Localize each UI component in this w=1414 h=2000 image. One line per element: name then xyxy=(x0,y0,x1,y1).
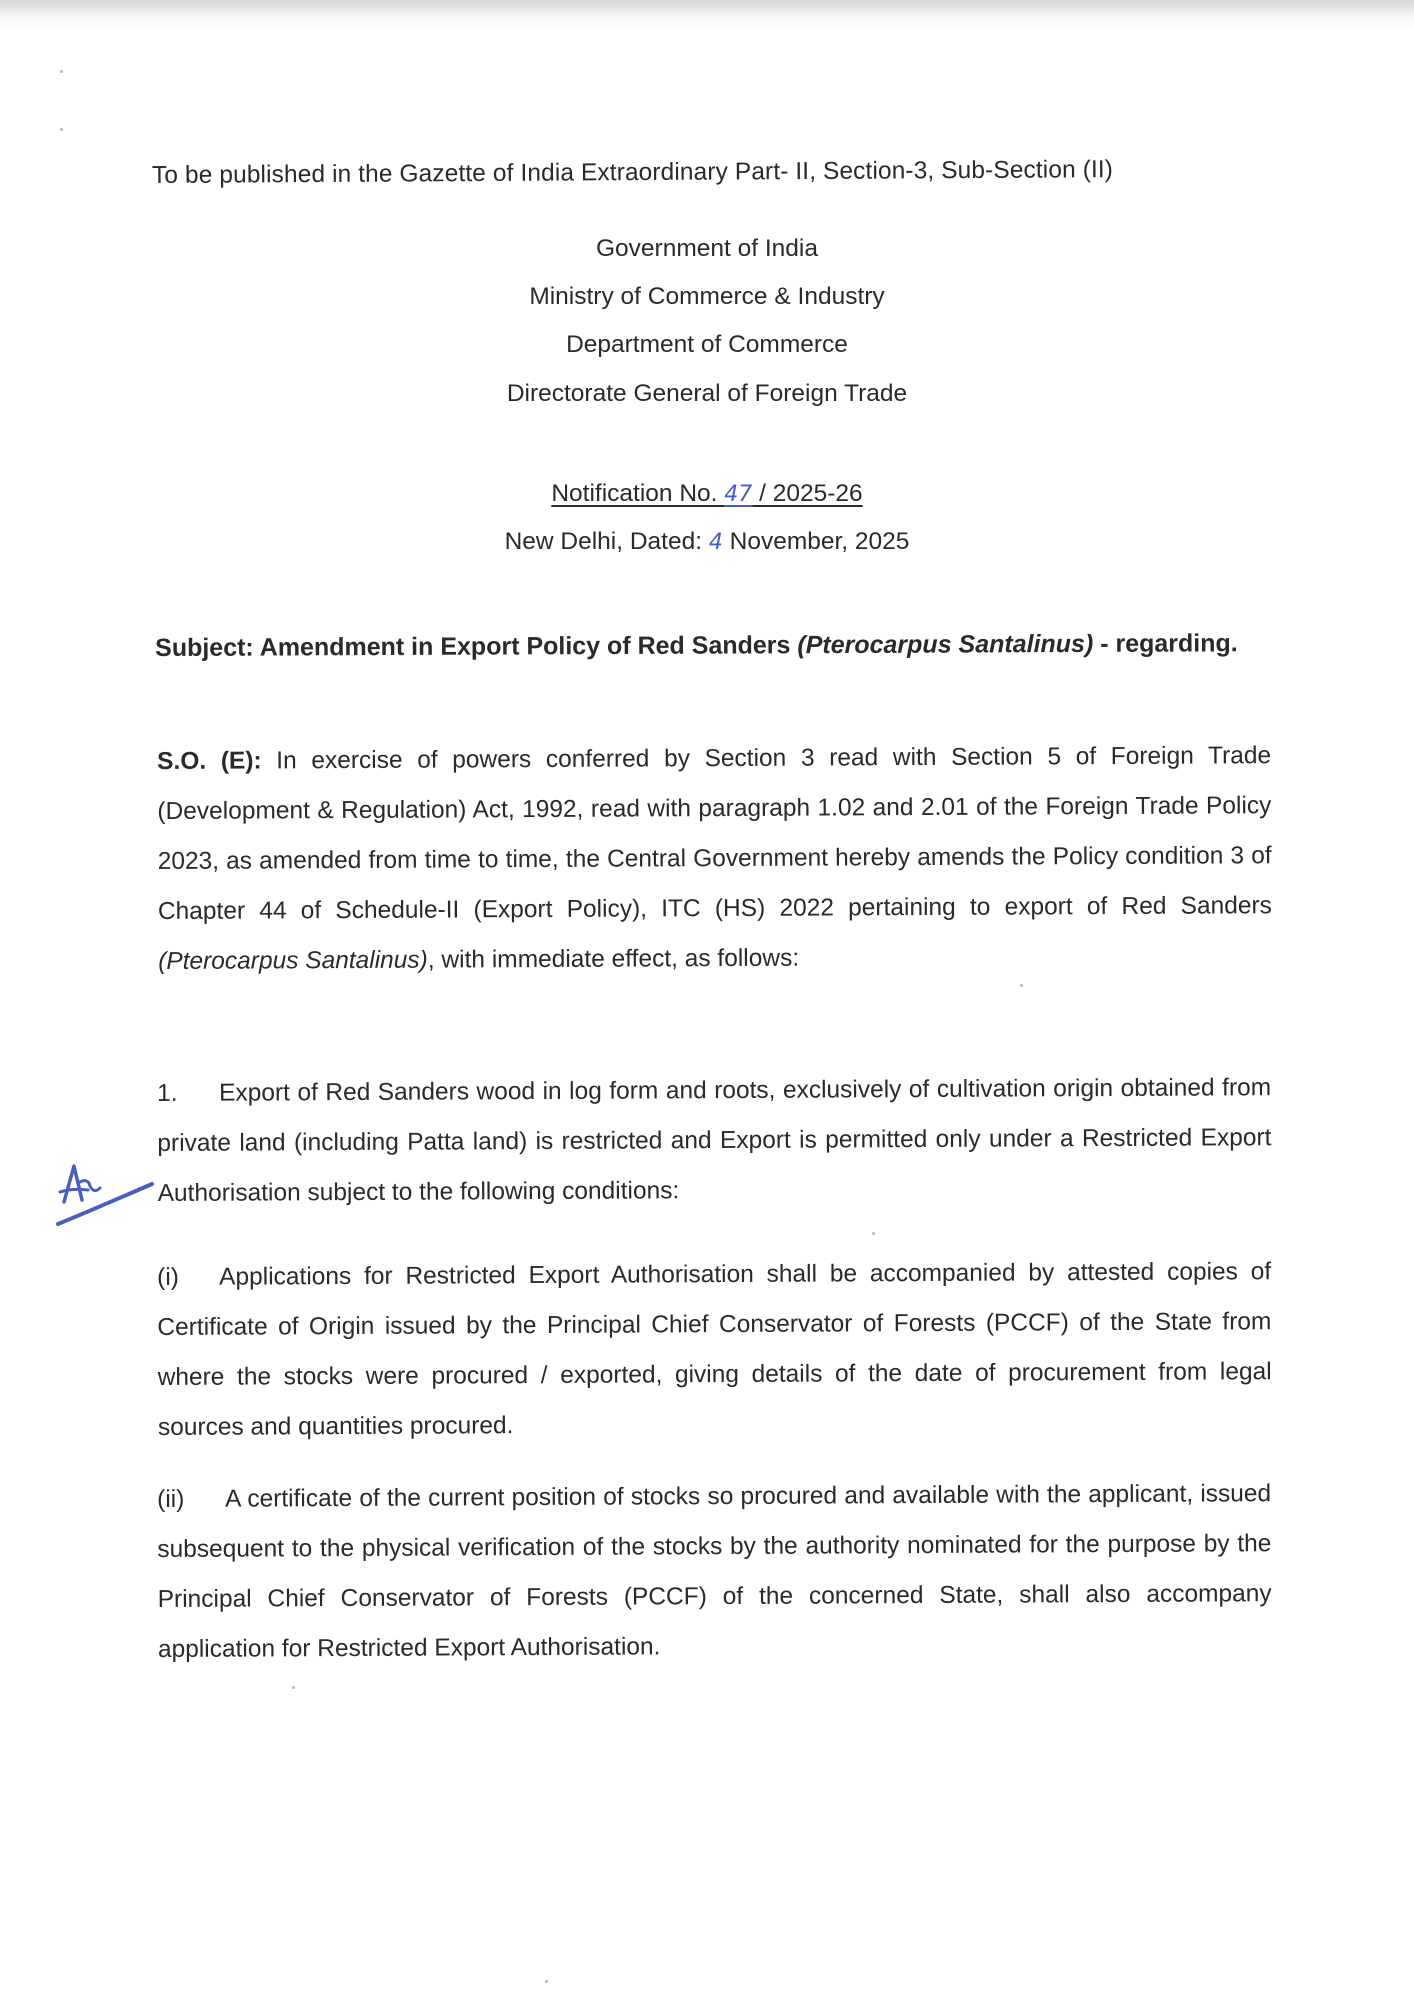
condition-ii xyxy=(157,1469,1272,1675)
notification-prefix: Notification No. xyxy=(551,480,725,507)
preamble-text-1: In exercise of powers conferred by Section 3 read with Section 5 of Foreign Trade (Development & Regulation) Act, 1992, read with paragraph 1.02 and 2.01 of the Foreign Trade Policy 2023, as amended from time to time, the Central Government hereby amends the Policy condition 3 of Chapter 44 of Schedule-II (Export Policy), ITC (HS) 2022 pertaining to export of Red Sanders xyxy=(157,742,1272,925)
subject-line xyxy=(155,619,1275,672)
dated-prefix: New Delhi, Dated: xyxy=(504,528,709,555)
scan-speck xyxy=(60,128,63,131)
authority-government: Government of India xyxy=(596,235,818,262)
scan-speck xyxy=(60,70,63,73)
preamble-label: S.O. (E): xyxy=(157,747,262,775)
subject-species: (Pterocarpus Santalinus) xyxy=(797,629,1094,660)
preamble-paragraph xyxy=(157,731,1272,987)
preamble-species: (Pterocarpus Santalinus) xyxy=(158,946,428,975)
condition-number: (i) xyxy=(157,1263,179,1291)
condition-text: A certificate of the current position of stocks so procured and available with the applicant, issued subsequent to the physical verification of the stocks by the authority nominated for the purpose by the Principal Chief Conservator of Forests (PCCF) of the concerned State, shall also accompany application for Restricted Export Authorisation. xyxy=(157,1480,1272,1663)
dated-day-handwritten: 4 xyxy=(708,530,723,555)
clause-1 xyxy=(157,1063,1272,1219)
scan-shadow xyxy=(0,0,1414,18)
authority-ministry: Ministry of Commerce & Industry xyxy=(529,283,885,310)
scan-speck xyxy=(1020,984,1023,987)
dated-suffix: November, 2025 xyxy=(722,528,910,555)
clause-text: Export of Red Sanders wood in log form and roots, exclusively of cultivation origin obtained from private land (including Patta land) is restricted and Export is permitted only under a Restricted Export Authorisation subject to the following conditions: xyxy=(157,1074,1272,1207)
authority-department: Department of Commerce xyxy=(566,331,848,358)
handwritten-initials-icon xyxy=(52,1152,162,1232)
scan-speck xyxy=(872,1232,875,1235)
notification-suffix: / 2025-26 xyxy=(752,480,863,507)
notification-number xyxy=(0,480,1414,508)
condition-text: Applications for Restricted Export Authorisation shall be accompanied by attested copies of Certificate of Origin issued by the Principal Chief Conservator of Forests (PCCF) of the State from where the stocks were procured / exported, giving details of the date of procurement from legal sources and quantities procured. xyxy=(157,1258,1272,1441)
preamble-text-2: , with immediate effect, as follows: xyxy=(427,944,800,974)
scan-speck xyxy=(545,1980,548,1983)
dated-line xyxy=(0,528,1414,556)
notification-number-handwritten: 47 xyxy=(724,482,753,507)
subject-tail: - regarding. xyxy=(1093,629,1238,658)
condition-number: (ii) xyxy=(157,1485,185,1513)
scan-speck xyxy=(292,1686,295,1689)
condition-i xyxy=(157,1247,1272,1453)
subject-label: Subject: Amendment in Export Policy of Red Sanders xyxy=(155,631,798,662)
clause-number: 1. xyxy=(157,1079,178,1107)
authority-directorate: Directorate General of Foreign Trade xyxy=(506,380,908,407)
gazette-publication-header: To be published in the Gazette of India Extraordinary Part- II, Section-3, Sub-Section (II) xyxy=(151,156,1114,189)
